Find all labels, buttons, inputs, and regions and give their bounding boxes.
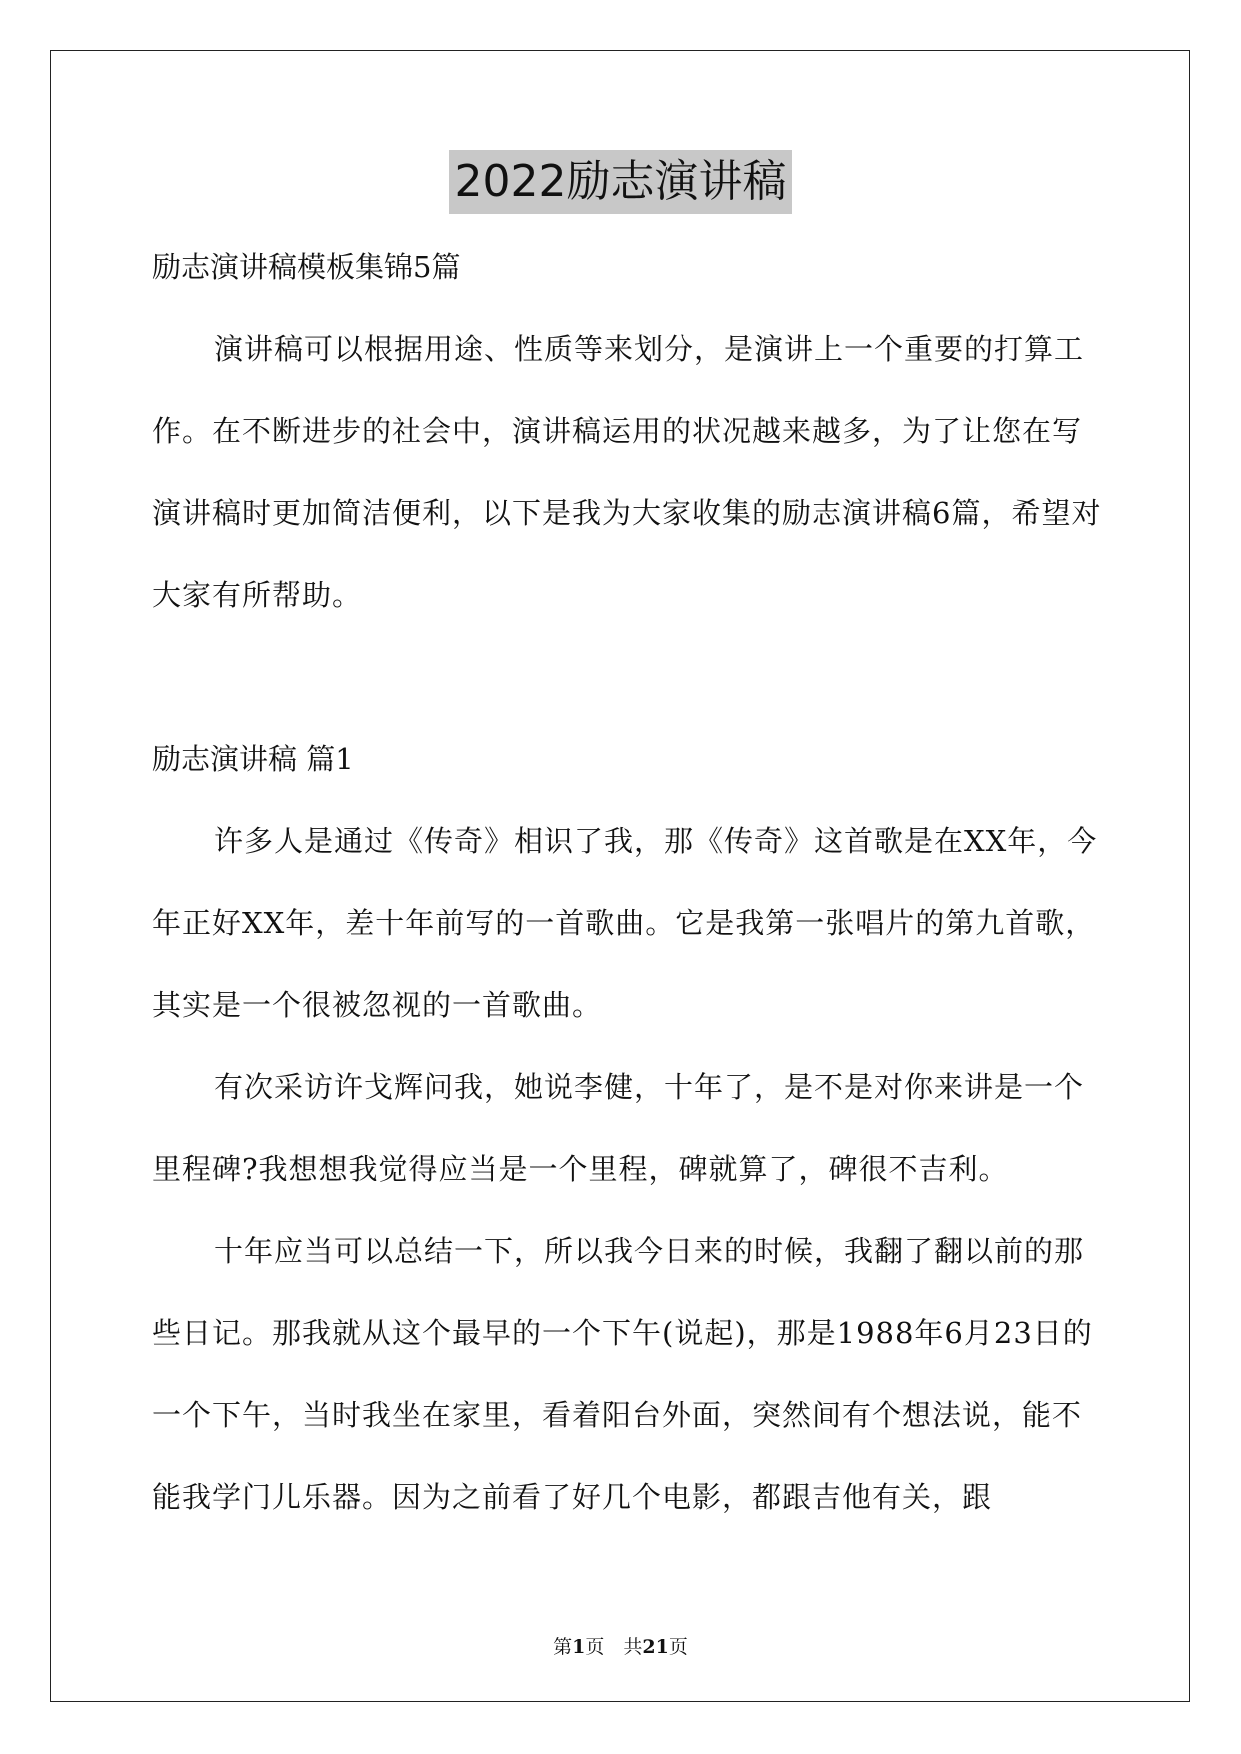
document-subtitle: 励志演讲稿模板集锦5篇 [152, 250, 461, 284]
spacer [152, 636, 1102, 718]
document-body [152, 226, 1102, 1538]
title-container [0, 150, 1241, 214]
footer-prefix: 第 [553, 1636, 573, 1658]
section-heading: 励志演讲稿 篇1 [152, 742, 354, 776]
intro-paragraph: 演讲稿可以根据用途、性质等来划分，是演讲上一个重要的打算工作。在不断进步的社会中，演讲稿运用的状况越来越多，为了让您在写演讲稿时更加简洁便利，以下是我为大家收集的励志演讲稿6篇，希望对大家有所帮助。 [152, 332, 1102, 612]
document-title: 2022励志演讲稿 [449, 150, 793, 214]
body-paragraph-1: 许多人是通过《传奇》相识了我，那《传奇》这首歌是在XX年，今年正好XX年，差十年前写的一首歌曲。它是我第一张唱片的第九首歌，其实是一个很被忽视的一首歌曲。 [152, 824, 1098, 1022]
body-paragraph-3: 十年应当可以总结一下，所以我今日来的时候，我翻了翻以前的那些日记。那我就从这个最早的一个下午(说起)，那是1988年6月23日的一个下午，当时我坐在家里，看着阳台外面，突然间有个想法说，能不能我学门儿乐器。因为之前看了好几个电影，都跟吉他有关，跟 [152, 1234, 1093, 1514]
footer-page-number: 1 [572, 1636, 586, 1658]
footer-mid: 页 共 [585, 1636, 643, 1658]
footer-total-pages: 21 [642, 1636, 669, 1658]
footer-suffix: 页 [668, 1636, 688, 1658]
body-paragraph-2: 有次采访许戈辉问我，她说李健，十年了，是不是对你来讲是一个里程碑?我想想我觉得应当是一个里程，碑就算了，碑很不吉利。 [152, 1070, 1085, 1186]
page-footer [0, 1632, 1241, 1659]
